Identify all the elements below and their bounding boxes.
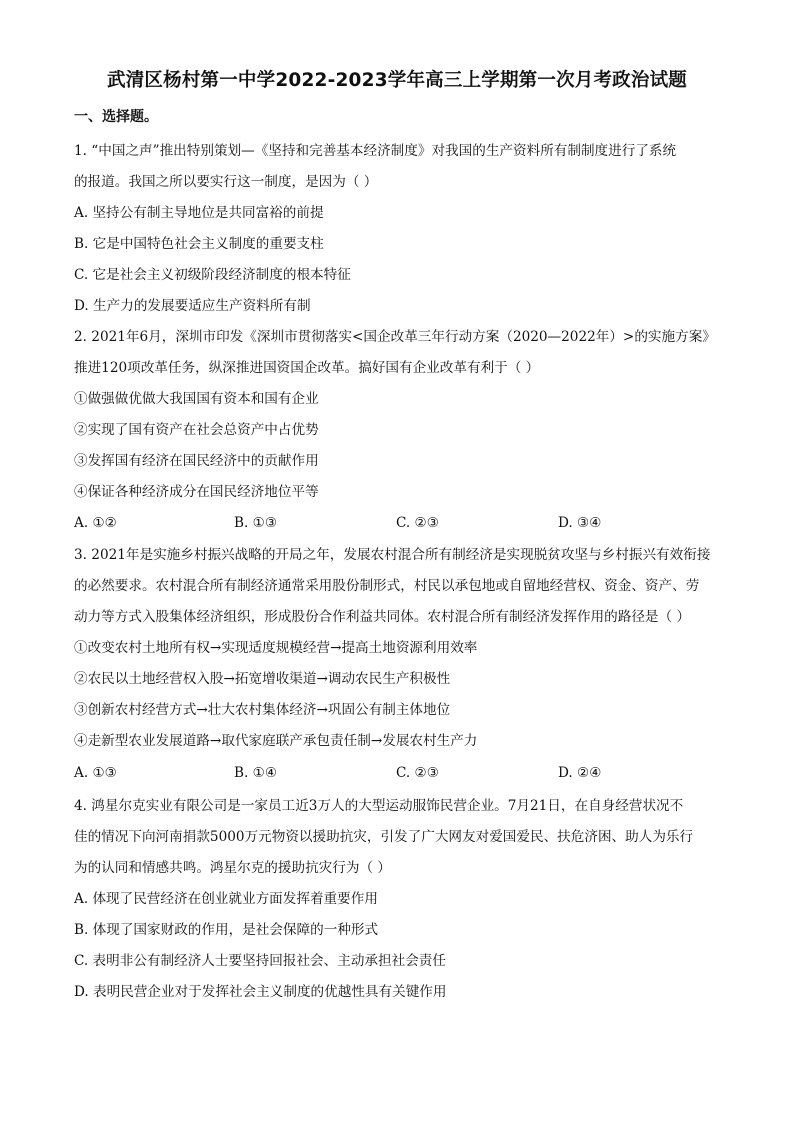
- question-4-stem-line-3: 为的认同和情感共鸣。鸿星尔克的援助抗灾行为（ ）: [74, 860, 391, 876]
- question-4-option-d: D. 表明民营企业对于发挥社会主义制度的优越性具有关键作用: [74, 984, 447, 1000]
- question-4-option-c: C. 表明非公有制经济人士要坚持回报社会、主动承担社会责任: [74, 953, 446, 969]
- question-2-option-d: D. ③④: [558, 515, 602, 531]
- question-2-option-a: A. ①②: [74, 515, 117, 531]
- question-4-stem-line-1: 4. 鸿星尔克实业有限公司是一家员工近3万人的大型运动服饰民营企业。7月21日，在自身经营状况不: [74, 798, 684, 814]
- question-3-stem-line-3: 动力等方式入股集体经济组织，形成股份合作利益共同体。农村混合所有制经济发挥作用的路径是（ ）: [74, 609, 691, 625]
- question-3-item-2: ②农民以土地经营权入股→拓宽增收渠道→调动农民生产积极性: [74, 671, 451, 687]
- question-2-option-c: C. ②③: [396, 515, 439, 531]
- question-1-option-b: B. 它是中国特色社会主义制度的重要支柱: [74, 236, 324, 252]
- section-heading: 一、选择题。: [74, 109, 158, 125]
- question-3-option-a: A. ①③: [74, 765, 117, 781]
- question-1-option-d: D. 生产力的发展要适应生产资料所有制: [74, 298, 311, 314]
- question-2-item-4: ④保证各种经济成分在国民经济地位平等: [74, 484, 319, 500]
- question-2-option-b: B. ①③: [234, 515, 278, 531]
- question-1-stem-line-2: 的报道。我国之所以要实行这一制度，是因为（ ）: [74, 174, 378, 190]
- question-2-stem-line-1: 2. 2021年6月，深圳市印发《深圳市贯彻落实<国企改革三年行动方案（2020—2022年）>的实施方案》: [74, 329, 716, 345]
- question-1-option-c: C. 它是社会主义初级阶段经济制度的根本特征: [74, 267, 351, 283]
- question-3-stem-line-2: 的必然要求。农村混合所有制经济通常采用股份制形式，村民以承包地或自留地经营权、资金、资产、劳: [74, 578, 700, 594]
- question-3-stem-line-1: 3. 2021年是实施乡村振兴战略的开局之年，发展农村混合所有制经济是实现脱贫攻坚与乡村振兴有效衔接: [74, 547, 711, 563]
- question-3-option-c: C. ②③: [396, 765, 439, 781]
- question-3-option-b: B. ①④: [234, 765, 278, 781]
- question-3-item-4: ④走新型农业发展道路→取代家庭联产承包责任制→发展农村生产力: [74, 733, 478, 749]
- question-4-option-a: A. 体现了民营经济在创业就业方面发挥着重要作用: [74, 891, 378, 907]
- question-2-stem-line-2: 推进120项改革任务，纵深推进国资国企改革。搞好国有企业改革有利于（ ）: [74, 360, 540, 376]
- question-1-stem-line-1: 1. “中国之声”推出特别策划—《坚持和完善基本经济制度》对我国的生产资料所有制制度进行了系统: [74, 143, 677, 159]
- page-title: 武清区杨村第一中学2022-2023学年高三上学期第一次月考政治试题: [107, 70, 687, 91]
- question-2-item-2: ②实现了国有资产在社会总资产中占优势: [74, 422, 319, 438]
- question-3-item-1: ①改变农村土地所有权→实现适度规模经营→提高土地资源利用效率: [74, 640, 478, 656]
- question-3-item-3: ③创新农村经营方式→壮大农村集体经济→巩固公有制主体地位: [74, 702, 451, 718]
- question-1-option-a: A. 坚持公有制主导地位是共同富裕的前提: [74, 205, 324, 221]
- question-3-option-d: D. ②④: [558, 765, 602, 781]
- question-2-item-1: ①做强做优做大我国国有资本和国有企业: [74, 391, 319, 407]
- question-4-stem-line-2: 佳的情况下向河南捐款5000万元物资以援助抗灾，引发了广大网友对爱国爱民、扶危济困、助人为乐行: [74, 829, 694, 845]
- question-4-option-b: B. 体现了国家财政的作用，是社会保障的一种形式: [74, 922, 379, 938]
- question-2-item-3: ③发挥国有经济在国民经济中的贡献作用: [74, 453, 319, 469]
